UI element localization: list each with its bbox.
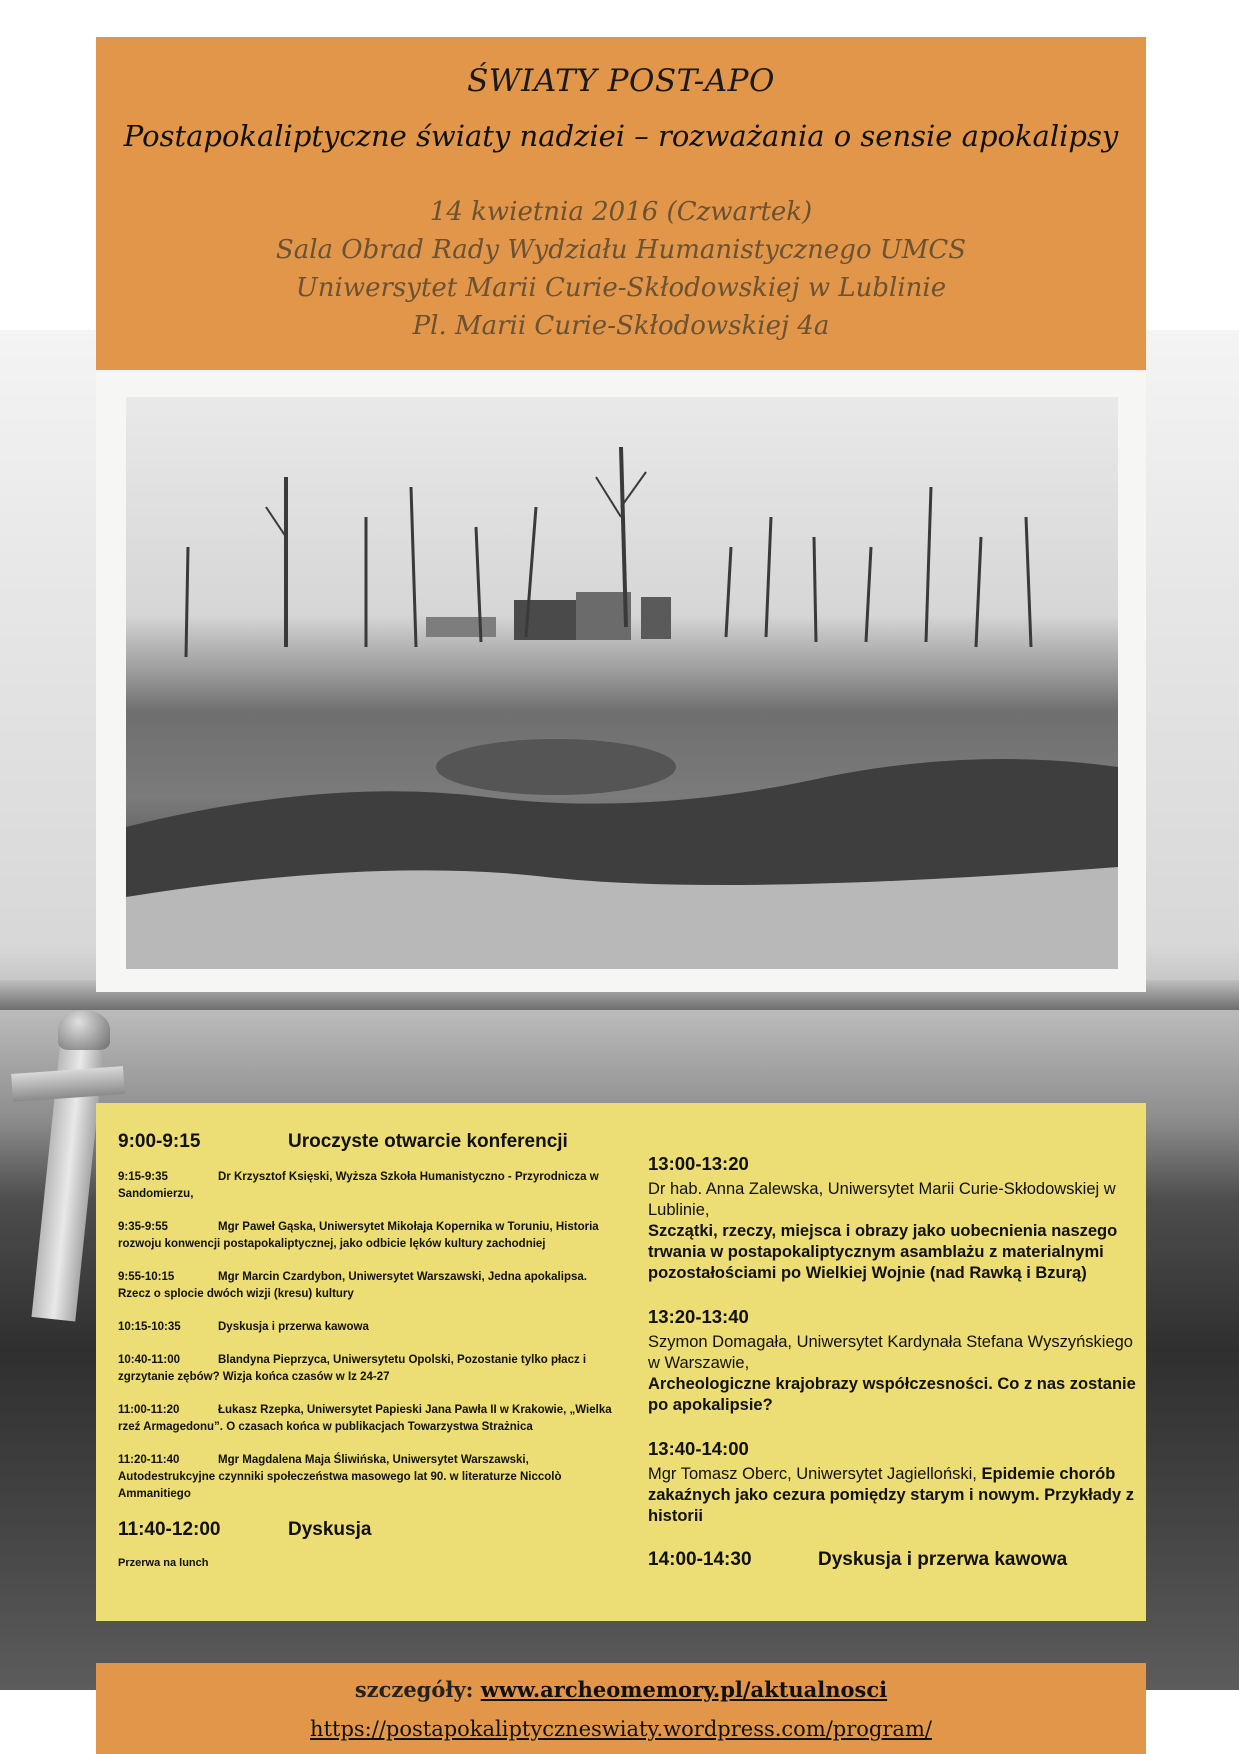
talk-title: Archeologiczne krajobrazy współczesności. Co z nas zostanie po apokalipsie? — [648, 1375, 1136, 1414]
archeomemory-link[interactable]: www.archeomemory.pl/aktualnosci — [480, 1677, 888, 1702]
conference-venue: Sala Obrad Rady Wydziału Humanistycznego UMCS — [275, 235, 967, 265]
program-box — [96, 1103, 1146, 1621]
talk-speaker: Szymon Domagała, Uniwersytet Kardynała Stefana Wyszyńskiego w Warszawie, — [648, 1333, 1133, 1372]
program-item-text: Mgr Magdalena Maja Śliwińska, Uniwersytet Warszawski, Autodestrukcyjne czynniki społeczeństwa masowego lat 90. w literaturze Niccolò Ammanitiego — [118, 1454, 562, 1500]
program-item-time: 9:15-9:35 — [118, 1171, 168, 1183]
talk-speaker-and-title — [648, 1464, 1138, 1527]
wordpress-program-link[interactable]: https://postapokaliptyczneswiaty.wordpress.com/program/ — [310, 1717, 932, 1741]
afternoon-talk — [648, 1153, 1138, 1284]
lunch-break: Przerwa na lunch — [118, 1557, 209, 1569]
conference-university: Uniwersytet Marii Curie-Skłodowskiej w Lublinie — [295, 273, 947, 303]
opening-time: 9:00-9:15 — [118, 1131, 201, 1152]
closing-label: Dyskusja i przerwa kawowa — [818, 1549, 1068, 1570]
helmet-on-cross — [58, 1010, 110, 1050]
program-item-time: 11:20-11:40 — [118, 1454, 180, 1466]
program-item-text: Blandyna Pieprzyca, Uniwersytetu Opolski, Pozostanie tylko płacz i zgrzytanie zębów? Wizja końca czasów w Iz 24-27 — [118, 1354, 587, 1383]
program-item-time: 9:35-9:55 — [118, 1221, 168, 1233]
talk-speaker: Mgr Tomasz Oberc, Uniwersytet Jagielloński, — [648, 1465, 977, 1483]
grave-cross-bar — [11, 1066, 125, 1102]
talk-title: Epidemie chorób zakaźnych jako cezura pomiędzy starym i nowym. Przykłady z historii — [648, 1465, 1135, 1525]
afternoon-talk — [648, 1306, 1138, 1416]
opening-label: Uroczyste otwarcie konferencji — [288, 1131, 568, 1152]
conference-address: Pl. Marii Curie-Skłodowskiej 4a — [412, 311, 830, 341]
program-item — [118, 1319, 618, 1336]
program-link-line — [96, 1717, 1146, 1741]
discussion-label: Dyskusja — [288, 1519, 372, 1540]
discussion-time: 11:40-12:00 — [118, 1519, 221, 1540]
battlefield-illustration — [126, 397, 1118, 969]
talk-time: 13:00-13:20 — [648, 1153, 749, 1174]
poster-header — [96, 37, 1146, 370]
program-item-text: Łukasz Rzepka, Uniwersytet Papieski Jana Pawła II w Krakowie, „Wielka rzeź Armagedonu”. O czasach końca w publikacjach Towarzystwa Strażnica — [118, 1404, 612, 1433]
details-line — [96, 1677, 1146, 1702]
program-item — [118, 1169, 618, 1203]
program-column-afternoon — [648, 1153, 1138, 1571]
talk-title: Szczątki, rzeczy, miejsca i obrazy jako uobecnienia naszego trwania w postapokaliptycznym asamblażu z materialnymi pozostałościami po Wielkiej Wojnie (nad Rawką i Bzurą) — [648, 1222, 1118, 1282]
program-item-time: 10:15-10:35 — [118, 1321, 181, 1333]
talk-speaker: Dr hab. Anna Zalewska, Uniwersytet Marii Curie-Skłodowskiej w Lublinie, — [648, 1180, 1116, 1219]
photo-frame — [96, 372, 1146, 992]
conference-title: ŚWIATY POST-APO — [467, 63, 775, 99]
program-item — [118, 1219, 618, 1253]
program-item — [118, 1269, 618, 1303]
program-item — [118, 1452, 618, 1503]
details-label: szczegóły: — [354, 1677, 474, 1702]
battlefield-photo — [126, 397, 1118, 969]
conference-date: 14 kwietnia 2016 (Czwartek) — [429, 197, 813, 227]
closing-time: 14:00-14:30 — [648, 1549, 752, 1570]
program-item-text: Mgr Paweł Gąska, Uniwersytet Mikołaja Kopernika w Toruniu, Historia rozwoju konwencji postapokaliptycznej, jako odbicie lęków kultury zachodniej — [118, 1221, 599, 1250]
talk-time: 13:40-14:00 — [648, 1438, 749, 1459]
program-item-text: Dr Krzysztof Księski, Wyższa Szkoła Humanistyczno - Przyrodnicza w Sandomierzu, — [118, 1171, 599, 1200]
program-item-text: Mgr Marcin Czardybon, Uniwersytet Warszawski, Jedna apokalipsa. Rzecz o splocie dwóch wizji (kresu) kultury — [118, 1271, 587, 1300]
opening-slot — [118, 1131, 618, 1153]
program-item — [118, 1402, 618, 1436]
program-column-morning — [118, 1131, 618, 1569]
talk-time: 13:20-13:40 — [648, 1306, 749, 1327]
afternoon-talk — [648, 1438, 1138, 1527]
closing-slot — [648, 1549, 1138, 1571]
program-item-time: 9:55-10:15 — [118, 1271, 175, 1283]
program-item-time: 10:40-11:00 — [118, 1354, 181, 1366]
discussion-slot — [118, 1519, 618, 1541]
poster-footer — [96, 1663, 1146, 1754]
conference-subtitle: Postapokaliptyczne światy nadziei – rozważania o sensie apokalipsy — [123, 119, 1119, 153]
program-item — [118, 1352, 618, 1386]
program-item-text: Dyskusja i przerwa kawowa — [218, 1321, 369, 1333]
program-item-time: 11:00-11:20 — [118, 1404, 180, 1416]
